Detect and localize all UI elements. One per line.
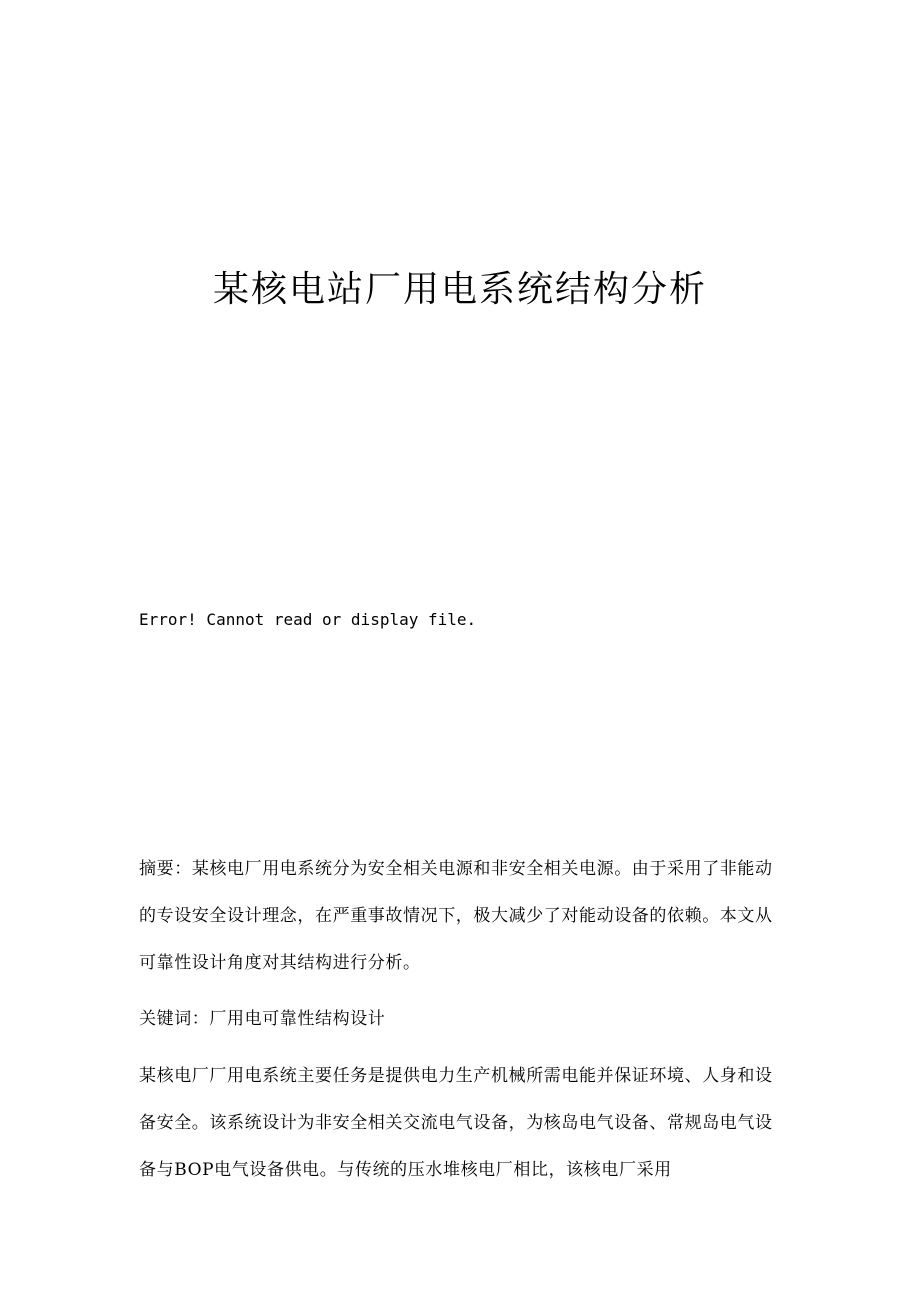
keywords-text: 厂用电可靠性结构设计 — [209, 1009, 386, 1029]
image-load-error-message: Error! Cannot read or display file. — [139, 610, 477, 629]
keywords-paragraph — [139, 996, 779, 1043]
intro-paragraph: 某核电厂厂用电系统主要任务是提供电力生产机械所需电能并保证环境、人身和设备安全。该系统设计为非安全相关交流电气设备，为核岛电气设备、常规岛电气设备与BOP电气设备供电。与传统的压水堆核电厂相比，该核电厂采用 — [139, 1066, 773, 1180]
abstract-text: 某核电厂用电系统分为安全相关电源和非安全相关电源。由于采用了非能动的专设安全设计理念，在严重事故情况下，极大减少了对能动设备的依赖。本文从可靠性设计角度对其结构进行分析。 — [139, 859, 773, 973]
keywords-label: 关键词： — [139, 1009, 210, 1029]
abstract-label: 摘要： — [139, 859, 192, 879]
document-title: 某核电站厂用电系统结构分析 — [212, 269, 707, 310]
abstract-paragraph — [139, 846, 779, 987]
